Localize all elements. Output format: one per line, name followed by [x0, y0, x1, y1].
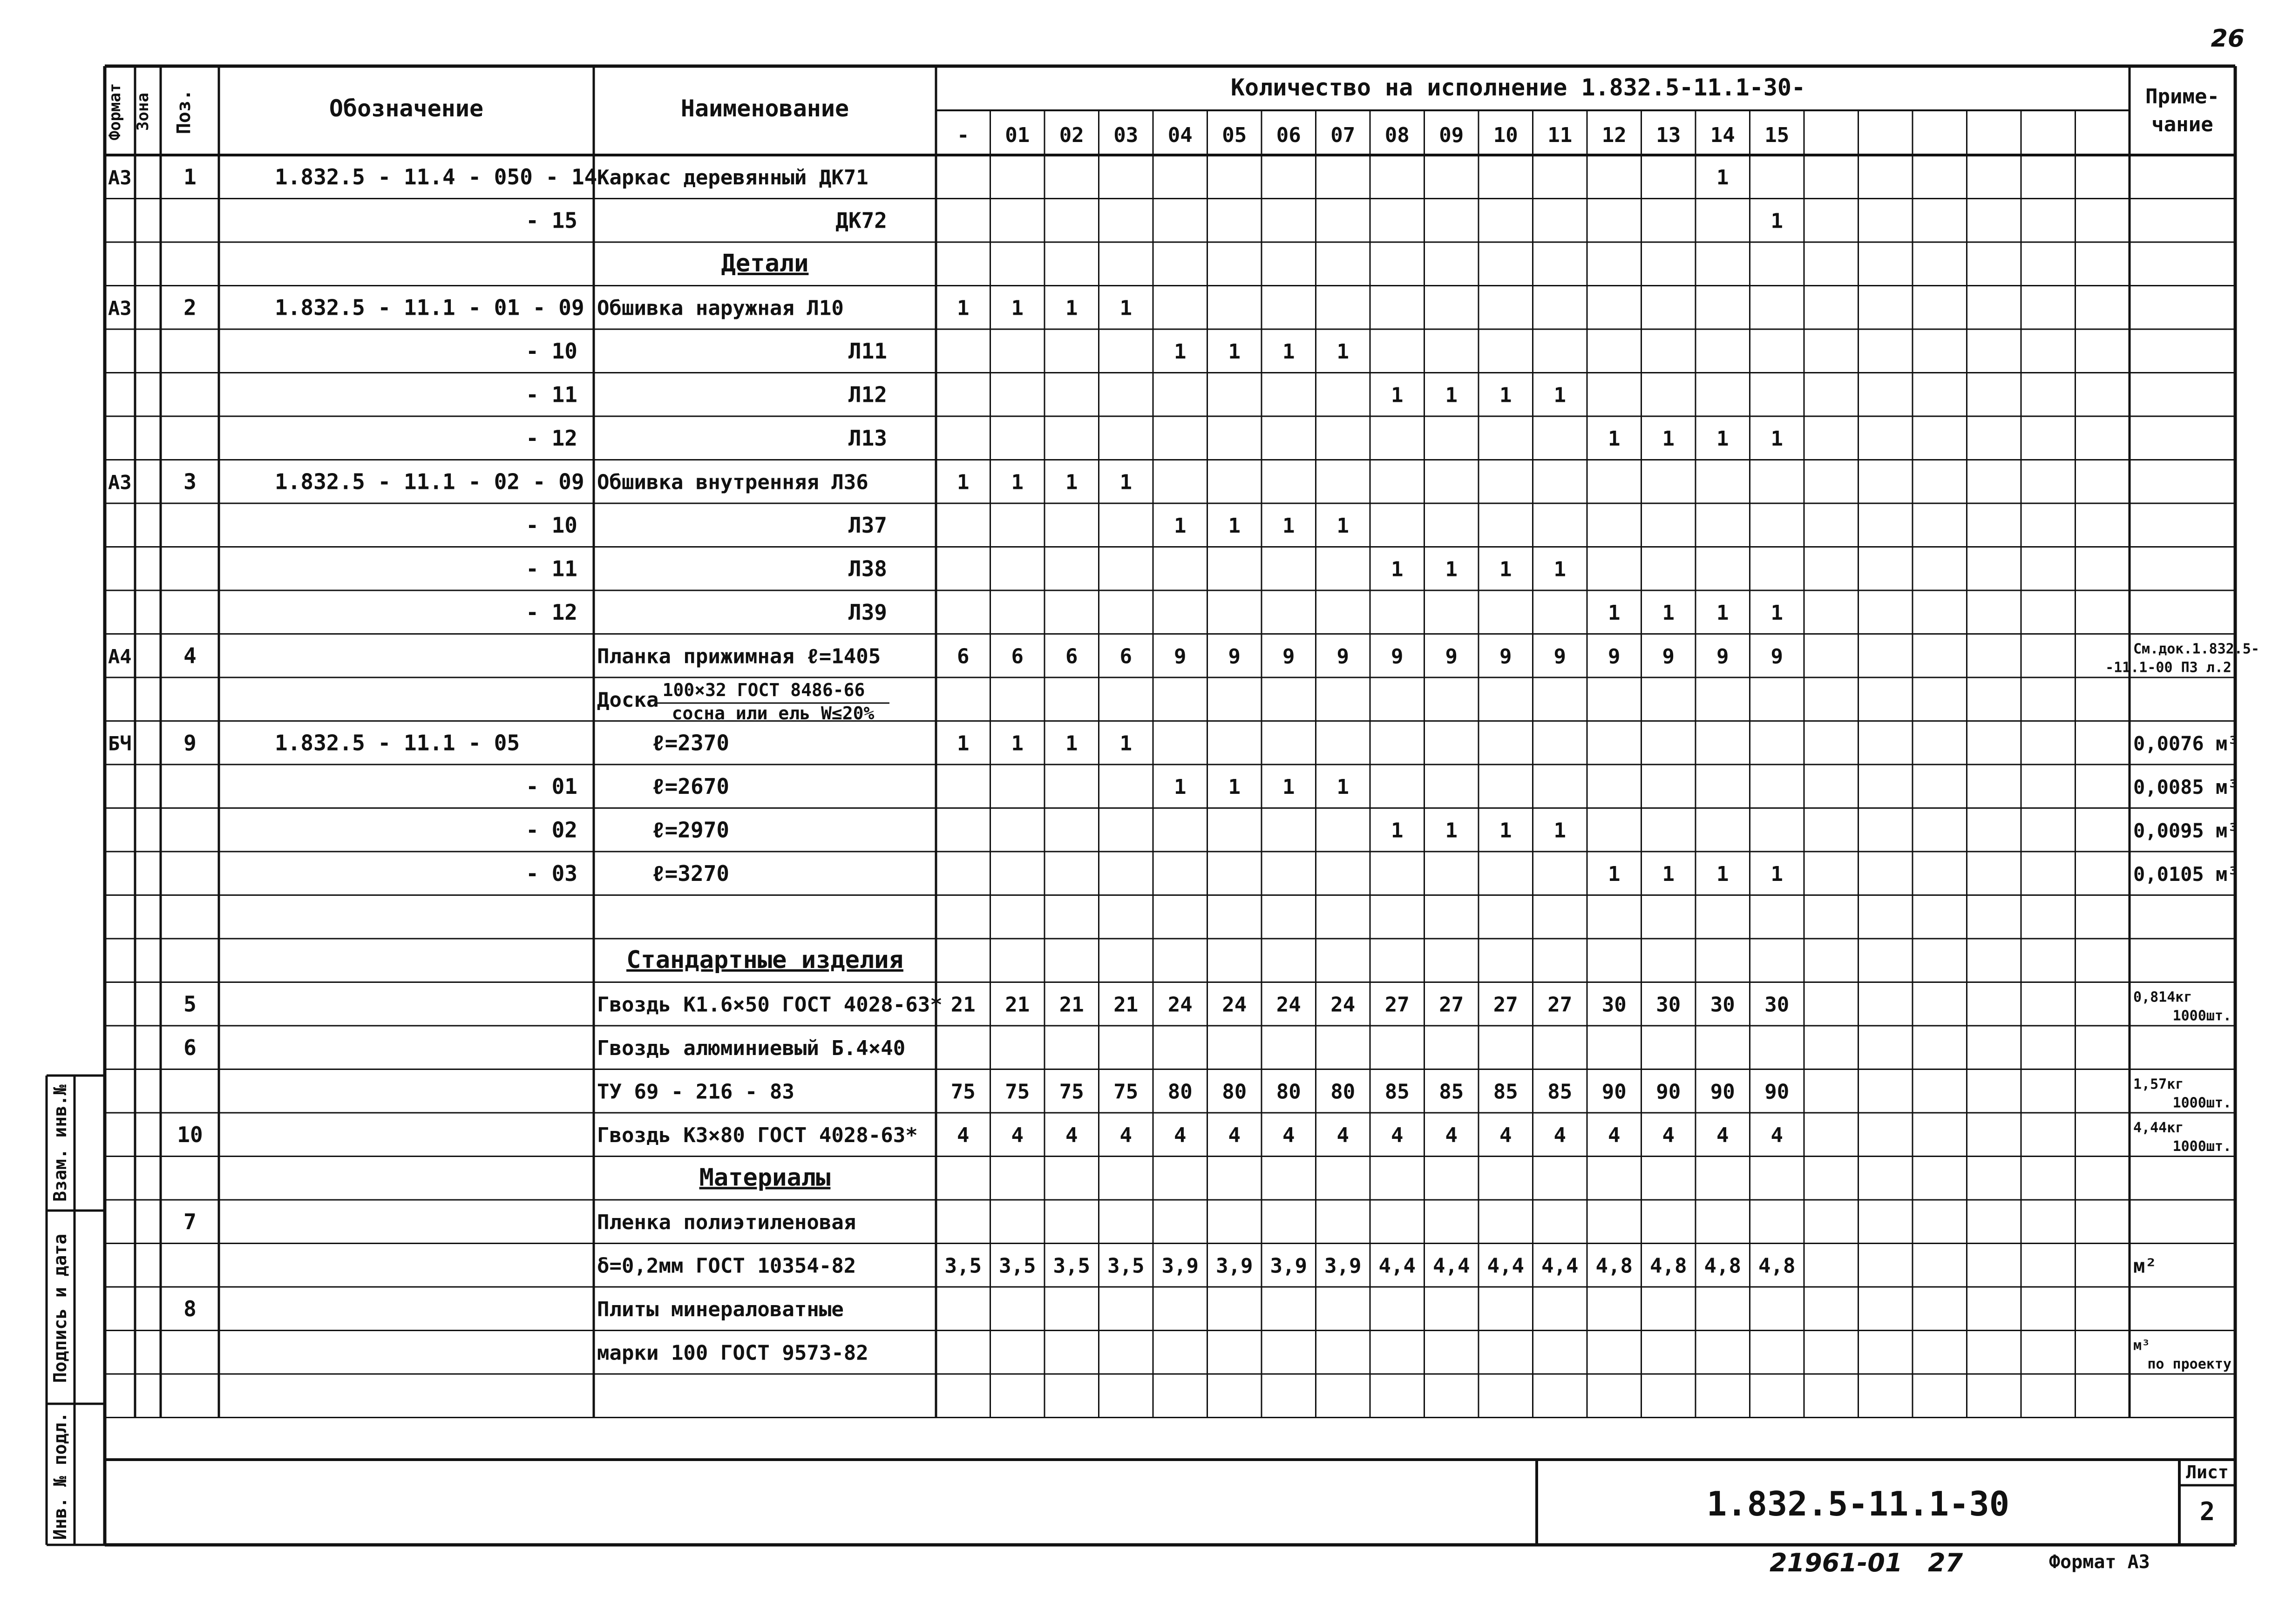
- quantity-cell: 1: [1553, 819, 1566, 843]
- quantity-cell: 4,4: [1487, 1254, 1524, 1278]
- quantity-cell: 4,8: [1704, 1254, 1741, 1278]
- row-pos: 4: [183, 643, 197, 669]
- quantity-cell: 30: [1710, 993, 1735, 1017]
- row-name: ДК72: [835, 208, 887, 233]
- quantity-cell: 1: [1065, 731, 1078, 756]
- quantity-cell: 27: [1493, 993, 1518, 1017]
- quantity-cell: 6: [1119, 644, 1132, 669]
- row-note-2: 1000шт.: [2172, 1008, 2232, 1024]
- stamp-label: Подпись и дата: [50, 1233, 70, 1383]
- header-variant: 10: [1493, 123, 1518, 147]
- stamp-label: Инв. № подл.: [50, 1412, 70, 1540]
- quantity-cell: 1: [1662, 601, 1675, 625]
- page-number: 26: [2211, 25, 2245, 53]
- header-note-line2: чание: [2151, 113, 2213, 136]
- quantity-cell: 75: [1113, 1080, 1139, 1104]
- row-name: Л11: [848, 338, 887, 364]
- header-variant: 11: [1547, 123, 1573, 147]
- quantity-cell: 1: [1445, 819, 1458, 843]
- quantity-cell: 4: [1499, 1123, 1512, 1147]
- quantity-cell: 4: [1011, 1123, 1024, 1147]
- header-name: Наименование: [680, 95, 849, 122]
- footer-format: Формат А3: [2049, 1551, 2150, 1573]
- quantity-cell: 4: [1119, 1123, 1132, 1147]
- quantity-cell: 9: [1716, 644, 1729, 669]
- quantity-cell: 24: [1276, 993, 1301, 1017]
- row-name: Пленка полиэтиленовая: [597, 1210, 856, 1234]
- quantity-cell: 1: [1065, 470, 1078, 494]
- row-note-2: 1000шт.: [2172, 1138, 2232, 1155]
- quantity-cell: 1: [1608, 862, 1621, 886]
- quantity-cell: 1: [1011, 731, 1024, 756]
- row-name: Каркас деревянный ДК71: [597, 165, 868, 189]
- quantity-cell: 80: [1222, 1080, 1247, 1104]
- quantity-cell: 30: [1656, 993, 1681, 1017]
- header-variant: 05: [1222, 123, 1247, 147]
- row-designation: - 10: [526, 512, 577, 538]
- quantity-cell: 1: [1282, 514, 1295, 538]
- quantity-cell: 3,5: [944, 1254, 982, 1278]
- quantity-cell: 90: [1656, 1080, 1681, 1104]
- quantity-cell: 1: [1499, 557, 1512, 582]
- header-zone: Зона: [134, 93, 152, 131]
- section-title: Стандартные изделия: [626, 946, 903, 974]
- quantity-cell: 24: [1167, 993, 1193, 1017]
- quantity-cell: 27: [1384, 993, 1410, 1017]
- quantity-cell: 4: [1228, 1123, 1241, 1147]
- quantity-cell: 4: [1174, 1123, 1187, 1147]
- quantity-cell: 1: [1336, 514, 1349, 538]
- row-name: Планка прижимная ℓ=1405: [597, 644, 881, 669]
- header-variant: 08: [1384, 123, 1410, 147]
- quantity-cell: 9: [1391, 644, 1404, 669]
- quantity-cell: 3,9: [1324, 1254, 1362, 1278]
- row-designation: - 01: [526, 773, 577, 799]
- quantity-cell: 1: [1499, 819, 1512, 843]
- quantity-cell: 1: [1608, 426, 1621, 451]
- row-designation: - 11: [526, 382, 577, 407]
- row-note-2: 1000шт.: [2172, 1095, 2232, 1111]
- quantity-cell: 75: [1005, 1080, 1030, 1104]
- quantity-cell: 1: [1770, 601, 1783, 625]
- quantity-cell: 21: [950, 993, 976, 1017]
- row-name: Л38: [848, 556, 887, 582]
- header-variant: 13: [1656, 123, 1681, 147]
- header-pos: Поз.: [173, 89, 195, 135]
- quantity-cell: 3,5: [1053, 1254, 1090, 1278]
- quantity-cell: 1: [1662, 862, 1675, 886]
- quantity-cell: 1: [1770, 209, 1783, 233]
- row-note: См.док.1.832.5-: [2133, 641, 2259, 657]
- quantity-cell: 4: [1770, 1123, 1783, 1147]
- quantity-cell: 90: [1710, 1080, 1735, 1104]
- quantity-cell: 1: [1716, 426, 1729, 451]
- row-name: Обшивка наружная Л10: [597, 296, 844, 320]
- row-designation: 1.832.5 - 11.1 - 05: [275, 730, 520, 756]
- header-quantity: Количество на исполнение 1.832.5-11.1-30-: [1230, 74, 1806, 101]
- row-name: Л39: [848, 599, 887, 625]
- row-pos: 9: [183, 730, 197, 756]
- header-variant: 09: [1439, 123, 1464, 147]
- row-name: Обшивка внутренняя Л36: [597, 470, 868, 494]
- quantity-cell: 9: [1662, 644, 1675, 669]
- quantity-cell: 80: [1276, 1080, 1301, 1104]
- footer-archive-number: 21961-01: [1770, 1548, 1903, 1577]
- row-designation: - 02: [526, 817, 577, 843]
- quantity-cell: 75: [950, 1080, 976, 1104]
- sheet-number: 2: [2199, 1497, 2215, 1526]
- footer-page: 27: [1928, 1548, 1963, 1577]
- row-note: 0,814кг: [2133, 989, 2192, 1006]
- row-name: Гвоздь К3×80 ГОСТ 4028-63*: [597, 1123, 918, 1147]
- row-note: 1,57кг: [2133, 1076, 2184, 1093]
- quantity-cell: 3,5: [1107, 1254, 1145, 1278]
- quantity-cell: 1: [1174, 339, 1187, 364]
- row-designation: - 11: [526, 556, 577, 582]
- header-variant: 07: [1330, 123, 1356, 147]
- row-pos: 2: [183, 295, 197, 320]
- row-name: Л12: [848, 382, 887, 407]
- row-designation: 1.832.5 - 11.1 - 01 - 09: [275, 295, 584, 320]
- quantity-cell: 80: [1167, 1080, 1193, 1104]
- quantity-cell: 1: [1119, 296, 1132, 320]
- section-title: Материалы: [699, 1164, 831, 1192]
- quantity-cell: 4: [1336, 1123, 1349, 1147]
- quantity-cell: 1: [1119, 470, 1132, 494]
- quantity-cell: 4,4: [1378, 1254, 1416, 1278]
- quantity-cell: 30: [1764, 993, 1790, 1017]
- row-name: марки 100 ГОСТ 9573-82: [597, 1341, 868, 1365]
- row-pos: 3: [183, 469, 197, 494]
- row-note: 0,0105 м³: [2133, 862, 2239, 886]
- row-name: Гвоздь алюминиевый Б.4×40: [597, 1036, 906, 1060]
- row-name: ℓ=2970: [652, 817, 730, 843]
- sheet-label: Лист: [2186, 1462, 2229, 1482]
- quantity-cell: 1: [1445, 383, 1458, 407]
- quantity-cell: 4: [1716, 1123, 1729, 1147]
- title-block: [105, 1460, 2235, 1545]
- quantity-cell: 21: [1113, 993, 1139, 1017]
- row-name: Плиты минераловатные: [597, 1297, 844, 1321]
- header-format: Формат: [106, 83, 124, 141]
- quantity-cell: 90: [1764, 1080, 1790, 1104]
- quantity-cell: 3,9: [1270, 1254, 1307, 1278]
- quantity-cell: 1: [1662, 426, 1675, 451]
- row-name: Доска: [597, 688, 659, 712]
- row-name: Л13: [848, 425, 887, 451]
- quantity-cell: 9: [1336, 644, 1349, 669]
- quantity-cell: 90: [1601, 1080, 1627, 1104]
- fraction-top: 100×32 ГОСТ 8486-66: [662, 680, 865, 700]
- row-name: Гвоздь К1.6×50 ГОСТ 4028-63*: [597, 993, 943, 1017]
- quantity-cell: 1: [1174, 775, 1187, 799]
- quantity-cell: 80: [1330, 1080, 1356, 1104]
- quantity-cell: 1: [1770, 862, 1783, 886]
- header-variant: 06: [1276, 123, 1301, 147]
- row-name: ℓ=2670: [652, 773, 730, 799]
- section-title: Детали: [721, 249, 809, 277]
- quantity-cell: 6: [1065, 644, 1078, 669]
- header-variant: 02: [1059, 123, 1084, 147]
- quantity-cell: 1: [1608, 601, 1621, 625]
- quantity-cell: 1: [1282, 339, 1295, 364]
- quantity-cell: 1: [1174, 514, 1187, 538]
- stamp-label: Взам. инв.№: [50, 1084, 70, 1202]
- row-pos: 6: [183, 1035, 197, 1060]
- quantity-cell: 1: [1716, 862, 1729, 886]
- quantity-cell: 1: [1716, 165, 1729, 189]
- quantity-cell: 1: [1336, 339, 1349, 364]
- row-note: 0,0095 м³: [2133, 819, 2239, 842]
- header-variant: 14: [1710, 123, 1735, 147]
- quantity-cell: 9: [1282, 644, 1295, 669]
- quantity-cell: 4: [1445, 1123, 1458, 1147]
- quantity-cell: 4,8: [1595, 1254, 1633, 1278]
- quantity-cell: 4: [1282, 1123, 1295, 1147]
- row-format: А3: [108, 471, 132, 494]
- quantity-cell: 1: [957, 296, 970, 320]
- row-pos: 5: [183, 991, 197, 1017]
- quantity-cell: 1: [1716, 601, 1729, 625]
- row-pos: 7: [183, 1209, 197, 1234]
- row-format: А3: [108, 297, 132, 320]
- quantity-cell: 1: [1391, 383, 1404, 407]
- quantity-cell: 1: [1228, 514, 1241, 538]
- quantity-cell: 1: [1391, 557, 1404, 582]
- row-note: м³: [2133, 1337, 2150, 1354]
- quantity-cell: 24: [1330, 993, 1356, 1017]
- row-designation: - 12: [526, 599, 577, 625]
- row-designation: - 10: [526, 338, 577, 364]
- quantity-cell: 1: [1391, 819, 1404, 843]
- quantity-cell: 6: [1011, 644, 1024, 669]
- quantity-cell: 30: [1601, 993, 1627, 1017]
- quantity-cell: 9: [1608, 644, 1621, 669]
- header-note-line1: Приме-: [2145, 85, 2219, 108]
- quantity-cell: 21: [1005, 993, 1030, 1017]
- quantity-cell: 9: [1174, 644, 1187, 669]
- row-note: 0,0085 м³: [2133, 775, 2239, 798]
- row-note: м²: [2133, 1254, 2157, 1278]
- quantity-cell: 1: [1011, 296, 1024, 320]
- quantity-cell: 85: [1384, 1080, 1410, 1104]
- quantity-cell: 85: [1547, 1080, 1573, 1104]
- row-pos: 8: [183, 1296, 197, 1321]
- table-cells: [106, 74, 2259, 1373]
- quantity-cell: 1: [1228, 339, 1241, 364]
- quantity-cell: 1: [957, 731, 970, 756]
- header-variant: 15: [1764, 123, 1790, 147]
- header-variant: 04: [1167, 123, 1193, 147]
- document-number: 1.832.5-11.1-30: [1706, 1484, 2010, 1523]
- header-variant: 03: [1113, 123, 1139, 147]
- row-designation: - 15: [526, 208, 577, 233]
- quantity-cell: 4: [957, 1123, 970, 1147]
- row-format: А3: [108, 166, 132, 189]
- quantity-cell: 3,9: [1216, 1254, 1253, 1278]
- quantity-cell: 85: [1493, 1080, 1518, 1104]
- quantity-cell: 1: [1499, 383, 1512, 407]
- row-name: Л37: [848, 512, 887, 538]
- quantity-cell: 1: [1553, 557, 1566, 582]
- row-name: δ=0,2мм ГОСТ 10354-82: [597, 1254, 856, 1278]
- quantity-cell: 9: [1553, 644, 1566, 669]
- header-variant: 01: [1005, 123, 1030, 147]
- table-grid: [105, 66, 2235, 1545]
- row-note: 0,0076 м³: [2133, 732, 2239, 755]
- quantity-cell: 1: [1011, 470, 1024, 494]
- quantity-cell: 4: [1391, 1123, 1404, 1147]
- quantity-cell: 27: [1547, 993, 1573, 1017]
- quantity-cell: 4: [1608, 1123, 1621, 1147]
- quantity-cell: 1: [1553, 383, 1566, 407]
- quantity-cell: 3,5: [999, 1254, 1036, 1278]
- header-variant: 12: [1601, 123, 1627, 147]
- fraction-bottom: сосна или ель W≤20%: [671, 703, 875, 724]
- row-note-2: по проекту: [2147, 1356, 2232, 1373]
- quantity-cell: 9: [1770, 644, 1783, 669]
- row-designation: 1.832.5 - 11.4 - 050 - 14: [275, 164, 597, 189]
- row-pos: 1: [183, 164, 197, 189]
- quantity-cell: 4: [1662, 1123, 1675, 1147]
- quantity-cell: 9: [1228, 644, 1241, 669]
- quantity-cell: 1: [1336, 775, 1349, 799]
- quantity-cell: 1: [1065, 296, 1078, 320]
- quantity-cell: 1: [1445, 557, 1458, 582]
- quantity-cell: 4,4: [1541, 1254, 1579, 1278]
- quantity-cell: 1: [1282, 775, 1295, 799]
- row-format: А4: [108, 645, 132, 668]
- quantity-cell: 1: [1119, 731, 1132, 756]
- quantity-cell: 1: [957, 470, 970, 494]
- header-variant: -: [957, 123, 970, 147]
- row-note: 4,44кг: [2133, 1120, 2184, 1136]
- header-designation: Обозначение: [329, 95, 484, 122]
- quantity-cell: 1: [1770, 426, 1783, 451]
- quantity-cell: 24: [1222, 993, 1247, 1017]
- row-name: ℓ=3270: [652, 860, 730, 886]
- quantity-cell: 6: [957, 644, 970, 669]
- quantity-cell: 1: [1228, 775, 1241, 799]
- quantity-cell: 27: [1439, 993, 1464, 1017]
- row-name: ℓ=2370: [652, 730, 730, 756]
- row-format: БЧ: [108, 732, 132, 755]
- row-designation: - 12: [526, 425, 577, 451]
- quantity-cell: 9: [1445, 644, 1458, 669]
- quantity-cell: 4,8: [1650, 1254, 1687, 1278]
- quantity-cell: 21: [1059, 993, 1084, 1017]
- row-note-2: -11.1-00 ПЗ л.2: [2105, 659, 2232, 676]
- quantity-cell: 9: [1499, 644, 1512, 669]
- row-pos: 10: [177, 1122, 203, 1147]
- quantity-cell: 3,9: [1161, 1254, 1199, 1278]
- quantity-cell: 4: [1065, 1123, 1078, 1147]
- row-designation: 1.832.5 - 11.1 - 02 - 09: [275, 469, 584, 494]
- row-designation: - 03: [526, 860, 577, 886]
- quantity-cell: 4,4: [1433, 1254, 1470, 1278]
- quantity-cell: 75: [1059, 1080, 1084, 1104]
- quantity-cell: 4,8: [1758, 1254, 1796, 1278]
- quantity-cell: 85: [1439, 1080, 1464, 1104]
- row-name: ТУ 69 - 216 - 83: [597, 1080, 794, 1104]
- quantity-cell: 4: [1553, 1123, 1566, 1147]
- side-stamp: [47, 1076, 105, 1545]
